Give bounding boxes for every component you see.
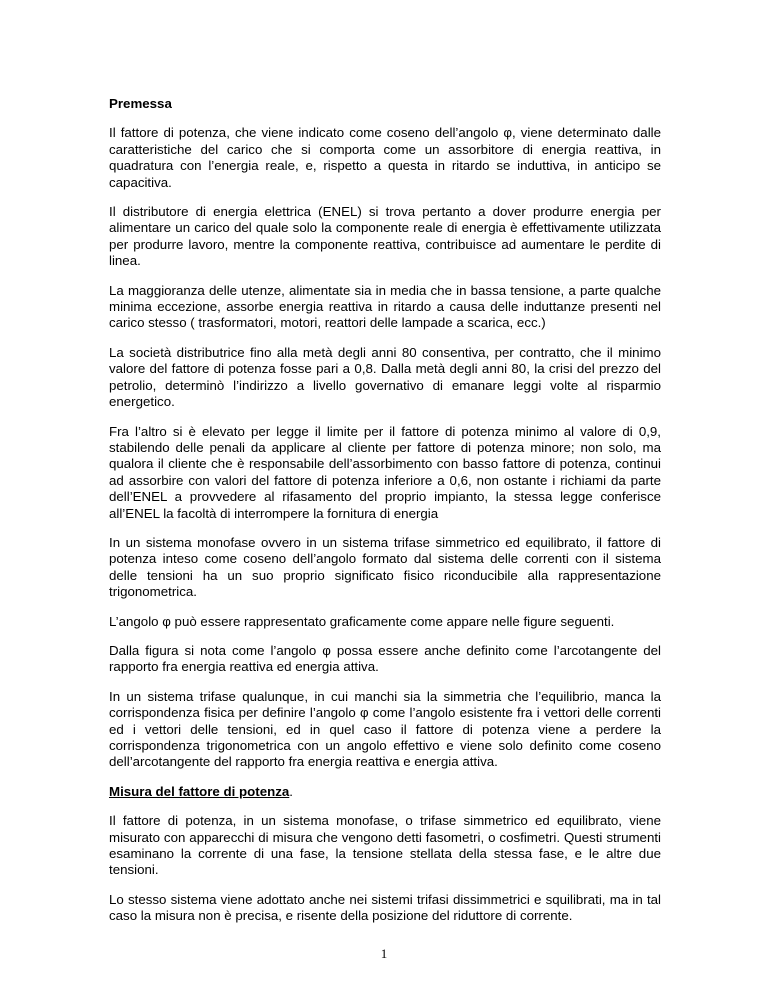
document-page — [109, 96, 661, 938]
paragraph: La maggioranza delle utenze, alimentate sia in media che in bassa tensione, a parte qualche minima eccezione, assorbe energia reattiva in ritardo a causa delle induttanze presenti nel carico stesso ( trasformatori, motori, reattori delle lampade a scarica, ecc.) — [109, 282, 661, 331]
paragraph: Dalla figura si nota come l’angolo φ possa essere anche definito come l’arcotangente del rapporto fra energia reattiva ed energia attiva. — [109, 642, 661, 675]
section-heading-misura-text: Misura del fattore di potenza — [109, 783, 290, 799]
paragraph: Lo stesso sistema viene adottato anche nei sistemi trifasi dissimmetrici e squilibrati, ma in tal caso la misura non è precisa, e risente della posizione del riduttore di corrente. — [109, 891, 661, 924]
paragraph: In un sistema monofase ovvero in un sistema trifase simmetrico ed equilibrato, il fattore di potenza inteso come coseno dell’angolo formato dal sistema delle correnti con il sistema delle tensioni ha un suo proprio significato fisico riconducibile alla rappresentazione trigonometrica. — [109, 534, 661, 600]
paragraph: Fra l’altro si è elevato per legge il limite per il fattore di potenza minimo al valore di 0,9, stabilendo delle penali da applicare al cliente per fattore di potenza minore; non solo, ma qualora il cliente che è responsabile dell’assorbimento con basso fattore di potenza, continui ad assorbire con valori del fattore di potenza inferiore a 0,6, non ostante i richiami da parte dell’ENEL a provvedere al rifasamento del proprio impianto, la stessa legge conferisce all’ENEL la facoltà di interrompere la fornitura di energia — [109, 423, 661, 521]
paragraph: Il fattore di potenza, che viene indicato come coseno dell’angolo φ, viene determinato dalle caratteristiche del carico che si comporta come un assorbitore di energia reattiva, in quadratura con l’energia reale, e, rispetto a questa in ritardo se induttiva, in anticipo se capacitiva. — [109, 125, 661, 190]
paragraph: Il distributore di energia elettrica (ENEL) si trova pertanto a dover produrre energia per alimentare un carico del quale solo la componente reale di energia è effettivamente utilizzata per produrre lavoro, mentre la componente reattiva, contribuisce ad aumentare le perdite di linea. — [109, 204, 661, 269]
section-heading-misura — [109, 784, 661, 800]
page-number: 1 — [380, 946, 388, 961]
paragraph: L’angolo φ può essere rappresentato graficamente come appare nelle figure seguenti. — [109, 613, 615, 629]
paragraph: Il fattore di potenza, in un sistema monofase, o trifase simmetrico ed equilibrato, viene misurato con apparecchi di misura che vengono detti fasometri, o cosfimetri. Questi strumenti esaminano la corrente di una fase, la tensione stellata della stessa fase, e le altre due tensioni. — [109, 813, 661, 878]
paragraph: La società distributrice fino alla metà degli anni 80 consentiva, per contratto, che il minimo valore del fattore di potenza fosse pari a 0,8. Dalla metà degli anni 80, la crisi del prezzo del petrolio, determinò l’indirizzo a livello governativo di emanare leggi volte al risparmio energetico. — [109, 344, 661, 410]
section-heading-premessa: Premessa — [109, 96, 172, 111]
paragraph: In un sistema trifase qualunque, in cui manchi sia la simmetria che l’equilibrio, manca la corrispondenza fisica per definire l’angolo φ come l’angolo esistente fra i vettori delle correnti ed i vettori delle tensioni, ed in quel caso il fattore di potenza viene a perdere la corrispondenza trigonometrica con un angolo effettivo e viene solo definito come coseno dell’arcotangente del rapporto fra energia reattiva e energia attiva. — [109, 688, 661, 770]
section-heading-misura-suffix: . — [289, 783, 293, 799]
